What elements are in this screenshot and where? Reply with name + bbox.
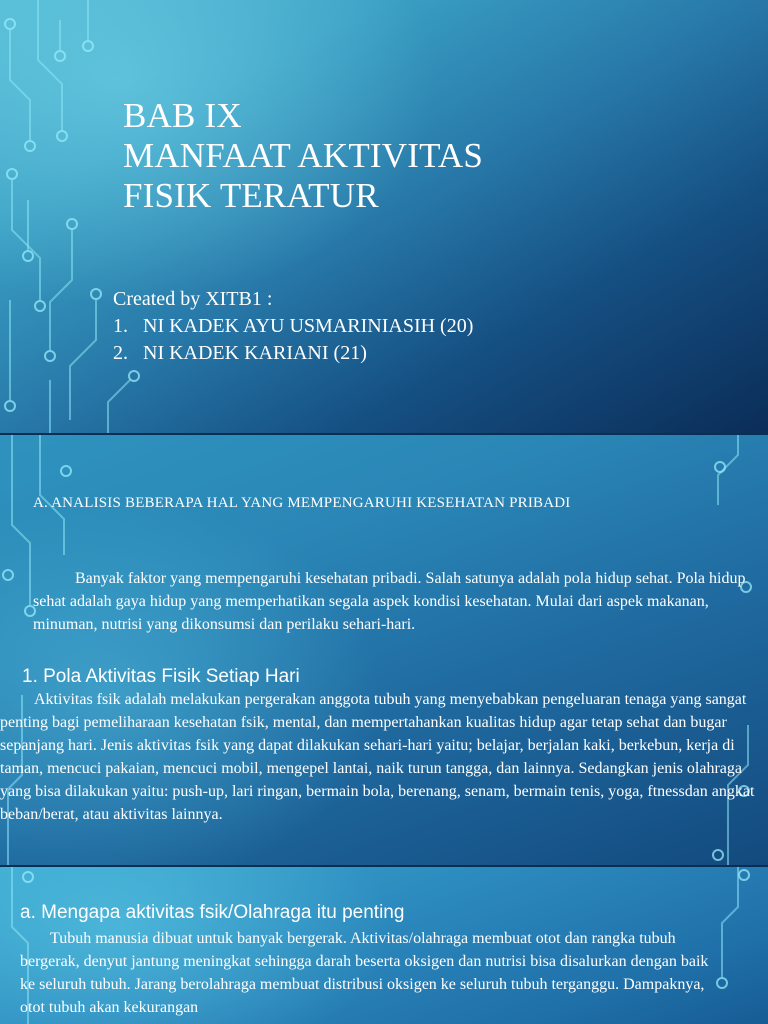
content-slide-2 xyxy=(0,435,768,865)
body-text: Aktivitas fsik adalah melakukan pergerakan anggota tubuh yang menyebabkan pengeluaran tenaga yang sangat penting bagi pemeliharaan kesehatan fsik, mental, dan mempertahankan kualitas hidup agar tetap sehat dan bugar sepanjang hari. Jenis aktivitas fsik yang dapat dilakukan sehari-hari yaitu; belajar, berjalan kaki, berkebun, kerja di taman, mencuci pakaian, mencuci mobil, mengepel lantai, naik turun tangga, dan lainnya. Sedangkan jenis olahraga yang bisa dilakukan yaitu: push-up, lari ringan, bermain bola, berenang, senam, bermain tenis, yoga, ftnessdan angkat beban/berat, atau aktivitas lainnya. xyxy=(0,691,755,823)
title-slide xyxy=(0,0,768,433)
created-by-label: Created by XITB1 : xyxy=(113,288,273,310)
author-list xyxy=(113,286,473,367)
body-paragraph xyxy=(0,688,768,826)
author-item xyxy=(113,340,473,367)
author-number: 2. xyxy=(113,342,128,364)
subsection-heading: a. Mengapa aktivitas fsik/Olahraga itu penting xyxy=(20,902,405,923)
title-line: BAB IX xyxy=(123,96,242,135)
body-text: Tubuh manusia dibuat untuk banyak bergerak. Aktivitas/olahraga membuat otot dan rangka tubuh bergerak, denyut jantung meningkat sehingga darah beserta oksigen dan nutrisi bisa disalurkan dengan baik ke seluruh tubuh. Jarang berolahraga membuat distribusi oksigen ke seluruh tubuh terganggu. Dampaknya, otot tubuh akan kekurangan xyxy=(20,930,709,1016)
intro-text: Banyak faktor yang mempengaruhi kesehatan pribadi. Salah satunya adalah pola hidup sehat. Pola hidup sehat adalah gaya hidup yang memperhatikan segala aspek kondisi kesehatan. Mulai dari aspek makanan, minuman, nutrisi yang dikonsumsi dan perilaku sehari-hari. xyxy=(33,570,746,633)
author-item xyxy=(113,313,473,340)
body-paragraph xyxy=(20,927,720,1019)
circuit-decoration-left xyxy=(0,0,160,433)
title-line: MANFAAT AKTIVITAS xyxy=(123,136,484,175)
intro-paragraph xyxy=(33,567,761,636)
author-name: NI KADEK KARIANI (21) xyxy=(143,342,367,364)
author-name: NI KADEK AYU USMARINIASIH (20) xyxy=(143,315,474,337)
title-line: FISIK TERATUR xyxy=(123,176,379,215)
author-number: 1. xyxy=(113,315,128,337)
content-slide-3 xyxy=(0,867,768,1024)
section-heading: A. ANALISIS BEBERAPA HAL YANG MEMPENGARUHI KESEHATAN PRIBADI xyxy=(33,495,571,511)
slide-title xyxy=(123,96,483,216)
subsection-heading: 1. Pola Aktivitas Fisik Setiap Hari xyxy=(22,666,300,687)
